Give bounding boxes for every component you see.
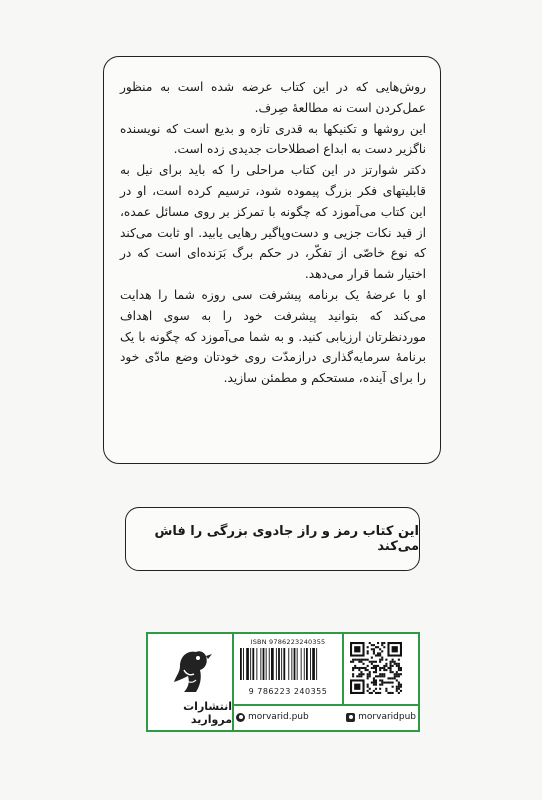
qr-module bbox=[377, 654, 379, 656]
barcode-bar bbox=[301, 648, 302, 680]
barcode-bar bbox=[281, 648, 282, 680]
qr-module bbox=[375, 692, 377, 694]
qr-module bbox=[369, 673, 371, 675]
qr-code-area bbox=[350, 642, 402, 694]
qr-module bbox=[373, 679, 375, 681]
qr-module bbox=[398, 675, 400, 677]
qr-module bbox=[375, 679, 377, 681]
qr-module bbox=[373, 671, 375, 673]
qr-module bbox=[381, 659, 383, 661]
qr-module bbox=[392, 665, 394, 667]
qr-module bbox=[369, 671, 371, 673]
barcode bbox=[236, 646, 340, 682]
qr-module bbox=[379, 692, 381, 694]
qr-module bbox=[387, 682, 389, 684]
qr-module bbox=[385, 690, 387, 692]
qr-module bbox=[358, 673, 360, 675]
qr-module bbox=[398, 682, 400, 684]
barcode-bar bbox=[250, 648, 251, 680]
qr-module bbox=[367, 652, 369, 654]
qr-module bbox=[358, 669, 360, 671]
qr-module bbox=[369, 692, 371, 694]
qr-module bbox=[373, 650, 375, 652]
qr-module bbox=[379, 648, 381, 650]
qr-module bbox=[360, 673, 362, 675]
publisher-name: انتشارات مروارید bbox=[183, 700, 232, 726]
qr-module bbox=[398, 665, 400, 667]
barcode-bar bbox=[246, 648, 249, 680]
qr-module bbox=[392, 659, 394, 661]
qr-module bbox=[390, 669, 392, 671]
qr-module bbox=[398, 667, 400, 669]
qr-module bbox=[369, 675, 371, 677]
publisher-panel bbox=[146, 632, 420, 732]
qr-module bbox=[396, 665, 398, 667]
qr-module bbox=[396, 673, 398, 675]
barcode-bar bbox=[276, 648, 277, 680]
qr-module bbox=[385, 659, 387, 661]
qr-module bbox=[375, 646, 377, 648]
description-paragraph-1: روش‌هایی که در این کتاب عرضه شده است به منظور عمل‌کردن است نه مطالعهٔ صِرف. bbox=[120, 80, 426, 115]
qr-module bbox=[371, 692, 373, 694]
qr-module bbox=[381, 675, 383, 677]
qr-module bbox=[375, 688, 377, 690]
barcode-bar bbox=[304, 648, 305, 680]
qr-module bbox=[383, 682, 385, 684]
qr-module bbox=[381, 650, 383, 652]
qr-module bbox=[367, 690, 369, 692]
qr-module bbox=[352, 659, 354, 661]
qr-module bbox=[390, 665, 392, 667]
qr-module bbox=[400, 690, 402, 692]
qr-module bbox=[367, 650, 369, 652]
qr-module bbox=[356, 659, 358, 661]
qr-module bbox=[396, 679, 398, 681]
qr-module bbox=[394, 673, 396, 675]
qr-module bbox=[377, 646, 379, 648]
qr-module bbox=[371, 661, 373, 663]
qr-module bbox=[383, 669, 385, 671]
barcode-bar bbox=[310, 648, 311, 680]
qr-module bbox=[356, 667, 358, 669]
qr-module bbox=[396, 663, 398, 665]
qr-module bbox=[398, 686, 400, 688]
barcode-bar bbox=[260, 648, 261, 680]
qr-module bbox=[379, 661, 381, 663]
qr-module bbox=[377, 665, 379, 667]
barcode-bar bbox=[266, 648, 267, 680]
qr-module bbox=[381, 642, 383, 644]
qr-module bbox=[381, 657, 383, 659]
barcode-bar bbox=[312, 648, 315, 680]
qr-module bbox=[392, 671, 394, 673]
qr-module bbox=[356, 675, 358, 677]
qr-module bbox=[392, 661, 394, 663]
qr-module bbox=[396, 690, 398, 692]
qr-module bbox=[367, 646, 369, 648]
qr-module bbox=[375, 654, 377, 656]
qr-module bbox=[394, 677, 396, 679]
qr-module bbox=[398, 669, 400, 671]
qr-module bbox=[371, 663, 373, 665]
qr-module bbox=[390, 671, 392, 673]
qr-module bbox=[387, 677, 389, 679]
qr-module bbox=[375, 684, 377, 686]
qr-module bbox=[392, 682, 394, 684]
qr-module bbox=[354, 659, 356, 661]
instagram-item[interactable] bbox=[346, 712, 416, 722]
qr-module bbox=[373, 690, 375, 692]
qr-module bbox=[367, 677, 369, 679]
barcode-bar bbox=[278, 648, 280, 680]
qr-module bbox=[398, 692, 400, 694]
qr-module bbox=[400, 669, 402, 671]
qr-module bbox=[381, 667, 383, 669]
qr-module bbox=[381, 673, 383, 675]
qr-module bbox=[375, 671, 377, 673]
qr-module bbox=[365, 659, 367, 661]
qr-module bbox=[362, 673, 364, 675]
qr-module bbox=[377, 692, 379, 694]
publisher-logo-area bbox=[148, 634, 234, 730]
qr-module bbox=[373, 682, 375, 684]
qr-module bbox=[379, 688, 381, 690]
qr-module bbox=[373, 661, 375, 663]
barcode-bar bbox=[316, 648, 317, 680]
qr-module bbox=[354, 665, 356, 667]
qr-module bbox=[354, 667, 356, 669]
instagram-text[interactable]: morvaridpub bbox=[358, 712, 416, 722]
qr-module bbox=[398, 663, 400, 665]
qr-module bbox=[375, 667, 377, 669]
qr-module bbox=[365, 667, 367, 669]
qr-module bbox=[360, 661, 362, 663]
qr-module bbox=[352, 669, 354, 671]
qr-module bbox=[367, 675, 369, 677]
description-paragraph-2: این روشها و تکنیکها به قدری تازه و بدیع است که نویسنده ناگزیر دست به ابداع اصطلاحات جدیدی زده است. bbox=[120, 121, 426, 157]
barcode-bar bbox=[283, 648, 285, 680]
qr-module bbox=[394, 675, 396, 677]
qr-module bbox=[390, 682, 392, 684]
qr-module bbox=[367, 686, 369, 688]
qr-module bbox=[375, 661, 377, 663]
barcode-bar bbox=[243, 648, 244, 680]
qr-module bbox=[385, 665, 387, 667]
qr-module bbox=[373, 648, 375, 650]
qr-module bbox=[369, 642, 371, 644]
qr-module bbox=[379, 675, 381, 677]
qr-code-icon bbox=[350, 642, 402, 694]
qr-module bbox=[379, 667, 381, 669]
isbn-label: ISBN 9786223240355 bbox=[250, 638, 326, 646]
peacock-logo-icon bbox=[166, 646, 214, 696]
description-paragraph-3: دکتر شوارتز در این کتاب مراحلی را که باید برای نیل به قابلیتهای فکر بزرگ پیموده شود، ترسیم کرده است، او در این کتاب می‌آموزد که چگونه با تمرکز بر روی مسائل عمده، از قید نکات جزیی و دست‌وپاگیر رهایی یابید. او ثابت می‌کند که نوع خاصّی از تفکّر، در حکم برگ بَرَنده‌ای است که در اختیار شما قرار می‌دهد. bbox=[120, 163, 426, 282]
qr-module bbox=[369, 688, 371, 690]
qr-module bbox=[360, 675, 362, 677]
qr-module bbox=[360, 671, 362, 673]
qr-module bbox=[360, 667, 362, 669]
qr-module bbox=[398, 673, 400, 675]
qr-module bbox=[362, 659, 364, 661]
barcode-bar bbox=[297, 648, 298, 680]
qr-module bbox=[375, 665, 377, 667]
qr-module bbox=[358, 661, 360, 663]
qr-module bbox=[352, 673, 354, 675]
qr-module bbox=[390, 667, 392, 669]
qr-module bbox=[377, 652, 379, 654]
description-box bbox=[103, 56, 441, 464]
website-item[interactable] bbox=[236, 712, 309, 722]
qr-module bbox=[352, 667, 354, 669]
qr-module bbox=[377, 675, 379, 677]
website-text[interactable]: morvarid.pub bbox=[248, 712, 309, 722]
qr-module bbox=[400, 667, 402, 669]
qr-module bbox=[385, 663, 387, 665]
qr-module bbox=[390, 663, 392, 665]
qr-module bbox=[379, 679, 381, 681]
qr-module bbox=[381, 679, 383, 681]
qr-module bbox=[371, 657, 373, 659]
barcode-bar bbox=[306, 648, 308, 680]
qr-module bbox=[400, 684, 402, 686]
qr-module bbox=[383, 675, 385, 677]
qr-module bbox=[392, 692, 394, 694]
qr-module bbox=[383, 642, 385, 644]
qr-module bbox=[367, 673, 369, 675]
barcode-bar bbox=[271, 648, 274, 680]
qr-module bbox=[392, 677, 394, 679]
qr-module bbox=[385, 682, 387, 684]
barcode-bar bbox=[294, 648, 296, 680]
description-paragraph-4: او با عرضهٔ یک برنامه پیشرفت سی روزه شما را هدایت می‌کند که بتوانید پیشرفت خود را به سوی اهداف موردنظرتان ارزیابی کنید. و به شما می‌آموزد که چگونه با یک برنامهٔ سرمایه‌گذاری درازمدّت روی خودتان وضع مادّی خود را برای آینده، مستحکم و مطمئن سازید. bbox=[120, 287, 426, 386]
qr-module bbox=[371, 644, 373, 646]
qr-module bbox=[367, 659, 369, 661]
barcode-area bbox=[236, 638, 340, 700]
qr-module bbox=[398, 688, 400, 690]
barcode-bar bbox=[256, 648, 257, 680]
qr-module bbox=[381, 684, 383, 686]
divider-vertical bbox=[342, 634, 344, 704]
qr-module bbox=[385, 688, 387, 690]
qr-module bbox=[358, 667, 360, 669]
qr-finder-core bbox=[354, 646, 360, 652]
qr-module bbox=[379, 652, 381, 654]
qr-module bbox=[375, 682, 377, 684]
qr-module bbox=[379, 654, 381, 656]
qr-module bbox=[398, 659, 400, 661]
qr-module bbox=[379, 659, 381, 661]
barcode-bar bbox=[263, 648, 265, 680]
qr-module bbox=[379, 669, 381, 671]
qr-module bbox=[371, 648, 373, 650]
qr-module bbox=[398, 684, 400, 686]
qr-module bbox=[369, 661, 371, 663]
qr-module bbox=[362, 667, 364, 669]
qr-module bbox=[373, 684, 375, 686]
qr-module bbox=[381, 682, 383, 684]
barcode-bar bbox=[291, 648, 292, 680]
barcode-number: 9 786223 240355 bbox=[248, 687, 328, 696]
qr-module bbox=[362, 663, 364, 665]
barcode-bar bbox=[252, 648, 254, 680]
tagline-text: این کتاب رمز و راز جادوی بزرگی را فاش می‌کند bbox=[154, 524, 419, 554]
qr-module bbox=[392, 686, 394, 688]
qr-finder-core bbox=[354, 684, 360, 690]
qr-module bbox=[350, 661, 352, 663]
barcode-bar bbox=[288, 648, 289, 680]
qr-module bbox=[394, 663, 396, 665]
qr-module bbox=[352, 661, 354, 663]
qr-module bbox=[390, 677, 392, 679]
qr-module bbox=[375, 675, 377, 677]
qr-module bbox=[396, 688, 398, 690]
globe-icon bbox=[236, 713, 245, 722]
qr-module bbox=[365, 669, 367, 671]
qr-module bbox=[373, 677, 375, 679]
divider-horizontal bbox=[234, 704, 418, 706]
qr-module bbox=[377, 642, 379, 644]
qr-module bbox=[381, 644, 383, 646]
qr-module bbox=[367, 684, 369, 686]
qr-module bbox=[396, 686, 398, 688]
qr-finder-core bbox=[392, 646, 398, 652]
qr-module bbox=[383, 646, 385, 648]
qr-module bbox=[383, 667, 385, 669]
qr-module bbox=[387, 692, 389, 694]
qr-module bbox=[379, 684, 381, 686]
barcode-bar bbox=[240, 648, 242, 680]
qr-module bbox=[390, 661, 392, 663]
qr-module bbox=[400, 686, 402, 688]
qr-module bbox=[400, 673, 402, 675]
qr-module bbox=[373, 665, 375, 667]
qr-module bbox=[358, 675, 360, 677]
qr-module bbox=[360, 659, 362, 661]
social-row bbox=[236, 708, 416, 726]
qr-module bbox=[379, 673, 381, 675]
tagline-box bbox=[125, 507, 420, 571]
qr-module bbox=[373, 667, 375, 669]
qr-module bbox=[352, 675, 354, 677]
qr-module bbox=[358, 659, 360, 661]
barcode-bar bbox=[269, 648, 270, 680]
instagram-icon bbox=[346, 713, 355, 722]
qr-module bbox=[373, 652, 375, 654]
qr-module bbox=[390, 692, 392, 694]
qr-module bbox=[385, 669, 387, 671]
qr-module bbox=[396, 671, 398, 673]
qr-module bbox=[375, 669, 377, 671]
qr-module bbox=[396, 675, 398, 677]
qr-module bbox=[367, 669, 369, 671]
qr-module bbox=[383, 665, 385, 667]
qr-module bbox=[394, 661, 396, 663]
qr-module bbox=[373, 644, 375, 646]
qr-module bbox=[383, 673, 385, 675]
qr-module bbox=[371, 682, 373, 684]
qr-module bbox=[387, 667, 389, 669]
qr-module bbox=[371, 667, 373, 669]
qr-module bbox=[367, 665, 369, 667]
